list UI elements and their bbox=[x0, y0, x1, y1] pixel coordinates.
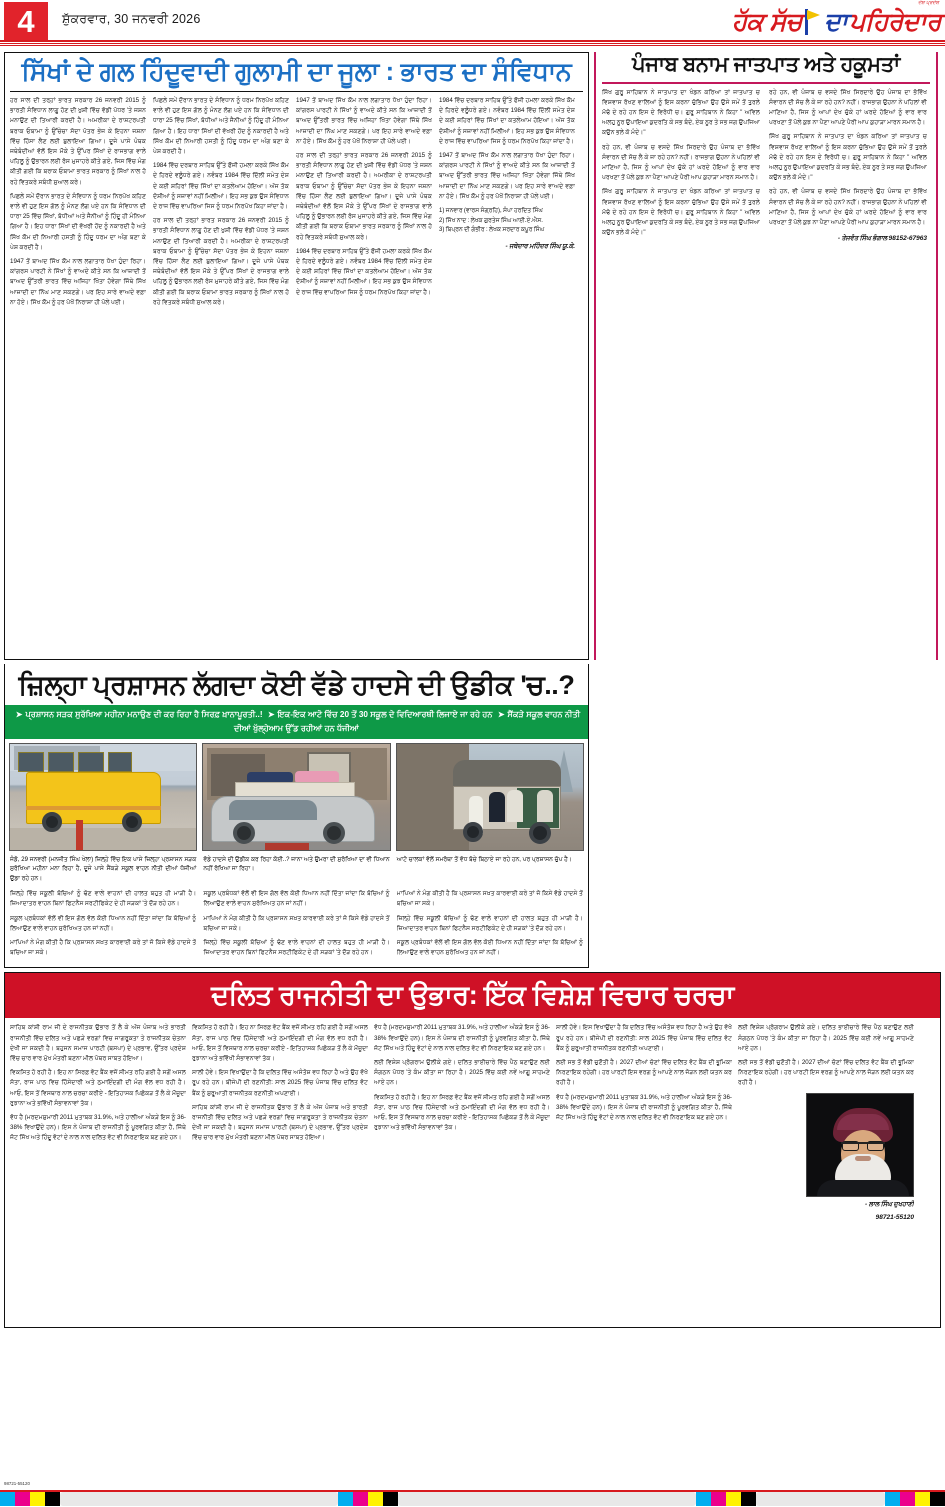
article-paragraph: 1947 ਤੋਂ ਬਾਅਦ ਸਿੱਖ ਕੌਮ ਨਾਲ ਲਗਾਤਾਰ ਧੋਖਾ ਹੁੰਦਾ ਰਿਹਾ। ਕਾਂਗਰਸ ਪਾਰਟੀ ਨੇ ਸਿੱਖਾਂ ਨੂੰ ਵਾਅਦੇ ਕੀਤੇ ਸਨ ਕਿ ਆਜ਼ਾਦੀ ਤੋਂ ਬਾਅਦ ਉੱਤਰੀ ਭਾਰਤ ਵਿੱਚ ਅਜਿਹਾ ਖਿੱਤਾ ਹੋਵੇਗਾ ਜਿੱਥੇ ਸਿੱਖ ਆਜ਼ਾਦੀ ਦਾ ਨਿੱਘ ਮਾਣ ਸਕਣਗੇ। ਪਰ ਇਹ ਸਾਰੇ ਵਾਅਦੇ ਵਫ਼ਾ ਨਾ ਹੋਏ। ਸਿੱਖ ਕੌਮ ਨੂੰ ਹਰ ਪੱਖੋਂ ਨਿਰਾਸ਼ਾ ਹੀ ਪੱਲੇ ਪਈ। bbox=[10, 258, 146, 306]
feature-paragraph: ਸਕੂਲ ਪ੍ਰਬੰਧਕਾਂ ਵੱਲੋਂ ਵੀ ਇਸ ਗੱਲ ਵੱਲ ਕੋਈ ਧਿਆਨ ਨਹੀਂ ਦਿੱਤਾ ਜਾਂਦਾ ਕਿ ਬੱਚਿਆਂ ਨੂੰ ਲਿਆਉਣ ਵਾਲੇ ਵਾਹਨ ਸੁਰੱਖਿਅਤ ਹਨ ਜਾਂ ਨਹੀਂ। bbox=[10, 914, 197, 932]
feature-paragraph: ਮਾਪਿਆਂ ਨੇ ਮੰਗ ਕੀਤੀ ਹੈ ਕਿ ਪ੍ਰਸ਼ਾਸਨ ਸਖ਼ਤ ਕਾਰਵਾਈ ਕਰੇ ਤਾਂ ਜੋ ਕਿਸੇ ਵੱਡੇ ਹਾਦਸੇ ਤੋਂ ਬਚਿਆ ਜਾ ਸਕੇ। bbox=[10, 939, 197, 957]
article-column-with-author bbox=[738, 1023, 914, 1323]
masthead-tagline: ਦੇਸ਼ ਪ੍ਰਦੇਸ਼ bbox=[918, 0, 939, 6]
feature-paragraph: ਮਾਪਿਆਂ ਨੇ ਮੰਗ ਕੀਤੀ ਹੈ ਕਿ ਪ੍ਰਸ਼ਾਸਨ ਸਖ਼ਤ ਕਾਰਵਾਈ ਕਰੇ ਤਾਂ ਜੋ ਕਿਸੇ ਵੱਡੇ ਹਾਦਸੇ ਤੋਂ ਬਚਿਆ ਜਾ ਸਕੇ। bbox=[203, 914, 390, 932]
feature-section bbox=[4, 664, 589, 968]
print-footer bbox=[0, 1481, 945, 1507]
article-main-columns bbox=[10, 96, 583, 636]
photo-caption: ਜੰਡੋ, 29 ਜਨਵਰੀ (ਮਨਜੀਤ ਸਿੰਘ ਖੇਲਾ) ਜ਼ਿਲ੍ਹੇ ਵਿੱਚ ਇਕ ਪਾਸੇ ਜ਼ਿਲ੍ਹਾ ਪ੍ਰਸ਼ਾਸਨ ਸੜਕ ਸੁਰੱਖਿਆ ਮਹੀਨਾ ਮਨਾ ਰਿਹਾ ਹੈ, ਦੂਜੇ ਪਾਸੇ ਸੈਂਕੜੇ ਸਕੂਲ ਵਾਹਨ ਨੀਤੀ ਦੀਆਂ ਧੱਜੀਆਂ ਉਡਾ ਰਹੇ ਹਨ। bbox=[10, 857, 197, 882]
school-van-photo bbox=[9, 743, 197, 851]
feature-paragraph: ਸਕੂਲ ਪ੍ਰਬੰਧਕਾਂ ਵੱਲੋਂ ਵੀ ਇਸ ਗੱਲ ਵੱਲ ਕੋਈ ਧਿਆਨ ਨਹੀਂ ਦਿੱਤਾ ਜਾਂਦਾ ਕਿ ਬੱਚਿਆਂ ਨੂੰ ਲਿਆਉਣ ਵਾਲੇ ਵਾਹਨ ਸੁਰੱਖਿਅਤ ਹਨ ਜਾਂ ਨਹੀਂ। bbox=[396, 939, 583, 957]
reference-item: 3) ਬਿਪ੍ਰਨ ਦੀ ਗੰਭੀਰ : ਲੇਖਕ ਸਰਦਾਰ ਕਪੂਰ ਸਿੰਘ bbox=[439, 227, 545, 234]
article-paragraph: ਵੱਧ ਹੈ (ਮਰਦਮਸ਼ੁਮਾਰੀ 2011 ਮੁਤਾਬਕ 31.9%, ਅਤੇ ਹਾਲੀਆ ਅੰਕੜੇ ਇਸ ਨੂੰ 36-38% ਵਿਖਾਉਂਦੇ ਹਨ)। ਇਸ ਨੇ ਪੰਜਾਬ ਦੀ ਰਾਜਨੀਤੀ ਨੂੰ ਪੂਰਵਗਿਤ ਕੀਤਾ ਹੈ, ਜਿੱਥੇ ਜੱਟ ਸਿੱਖ ਅਤੇ ਹਿੰਦੂ ਵੋਟਾਂ ਦੇ ਨਾਲ ਨਾਲ ਦਲਿਤ ਵੋਟ ਵੀ ਨਿਰਣਾਇਕ ਬਣ ਗਏ ਹਨ। bbox=[556, 1093, 732, 1122]
article-bottom bbox=[4, 972, 941, 1328]
reference-item: 2) ਸਿੱਖ ਨਾਦ : ਲੇਖਕ ਗੁਰਤੇਜ ਸਿੰਘ ਆਈ.ਏ.ਐਸ. bbox=[439, 217, 543, 224]
article-main-byline: - ਜਥੇਦਾਰ ਮਹਿੰਦਰ ਸਿੰਘ ਯੂ.ਕੇ. bbox=[505, 242, 575, 250]
article-paragraph: ਹਰ ਸਾਲ ਦੀ ਤਰ੍ਹਾਂ ਭਾਰਤ ਸਰਕਾਰ 26 ਜਨਵਰੀ 2015 ਨੂੰ ਭਾਰਤੀ ਸੰਵਿਧਾਨ ਲਾਗੂ ਹੋਣ ਦੀ ਖੁਸ਼ੀ ਵਿੱਚ ਵੱਡੀ ਪੱਧਰ 'ਤੇ ਜਸ਼ਨ ਮਨਾਉਣ ਦੀ ਤਿਆਰੀ ਕਰਦੀ ਹੈ। ਅਮਰੀਕਾ ਦੇ ਰਾਸ਼ਟਰਪਤੀ ਬਰਾਕ ਓਬਾਮਾ ਨੂੰ ਉੱਚੇਚਾ ਸੱਦਾ ਪੱਤਰ ਭੇਜ ਕੇ ਇਹਨਾ ਜਸ਼ਨਾ ਵਿੱਚ ਹਿੱਸਾ ਲੈਣ ਲਈ ਬੁਲਾਇਆ ਗਿਆ। ਦੂਜੇ ਪਾਸੇ ਪੰਥਕ ਜਥੇਬੰਦੀਆਂ ਵੱਲੋਂ ਇਸ ਮੌਕੇ ਤੇ ਉੱਪਰ ਸਿੱਖਾਂ ਦੇ ਰਾਜਭਾਗ ਵਾਲੇ ਪਹਿਲੂ ਨੂੰ ਉਭਾਰਨ ਲਈ ਰੋਸ ਮੁਜਾਹਰੇ ਕੀਤੇ ਗਏ, ਜਿਸ ਵਿੱਚ ਮੰਗ ਕੀਤੀ ਗਈ ਕਿ ਬਰਾਕ ਓਬਾਮਾ ਭਾਰਤ ਸਰਕਾਰ ਨੂੰ ਸਿੱਖਾਂ ਨਾਲ ਹੋ ਰਹੇ ਵਿਤਕਰੇ ਸਬੰਧੀ ਸੁਆਲ ਕਰੇ। bbox=[153, 217, 289, 306]
article-column bbox=[374, 1023, 550, 1323]
article-paragraph: ਲਈ ਵਿਸ਼ੇਸ਼ ਪ੍ਰੋਗਰਾਮ ਉਲੀਕੇ ਗਏ। ਦਲਿਤ ਭਾਈਚਾਰੇ ਵਿੱਚ ਪੈਠ ਬਣਾਉਣ ਲਈ ਸੰਗਠਨ ਪੱਧਰ 'ਤੇ ਕੰਮ ਕੀਤਾ ਜਾ ਰਿਹਾ ਹੈ। 2025 ਵਿੱਚ ਕਈ ਨਵੇਂ ਆਗੂ ਸਾਹਮਣੇ ਆਏ ਹਨ। bbox=[738, 1024, 914, 1052]
article-bottom-headline: ਦਲਿਤ ਰਾਜਨੀਤੀ ਦਾ ਉਭਾਰ: ਇੱਕ ਵਿਸ਼ੇਸ਼ ਵਿਚਾਰ ਚਰਚਾ bbox=[5, 973, 940, 1018]
article-main-headline: ਸਿੱਖਾਂ ਦੇ ਗਲ ਹਿੰਦੂਵਾਦੀ ਗੁਲਾਮੀ ਦਾ ਜੂਲਾ : ਭਾਰਤ ਦਾ ਸੰਵਿਧਾਨ bbox=[21, 58, 572, 86]
photo-caption: ਵੱਡੇ ਹਾਦਸੇ ਦੀ ਉਡੀਕ ਕਰ ਰਿਹਾ ਕੋਈ..? ਜਾਨਾ ਅਤੇ ਉਮਰਾ ਦੀ ਸੁਰੱਖਿਆ ਦਾ ਵੀ ਧਿਆਨ ਨਹੀਂ ਰੱਖਿਆ ਜਾ ਰਿਹਾ। bbox=[203, 857, 390, 873]
masthead-part2: ਦਾ bbox=[824, 7, 848, 36]
swatch-yellow bbox=[368, 1492, 383, 1506]
article-column bbox=[153, 96, 289, 636]
article-main bbox=[4, 52, 589, 660]
article-paragraph: ਹਰ ਸਾਲ ਦੀ ਤਰ੍ਹਾਂ ਭਾਰਤ ਸਰਕਾਰ 26 ਜਨਵਰੀ 2015 ਨੂੰ ਭਾਰਤੀ ਸੰਵਿਧਾਨ ਲਾਗੂ ਹੋਣ ਦੀ ਖੁਸ਼ੀ ਵਿੱਚ ਵੱਡੀ ਪੱਧਰ 'ਤੇ ਜਸ਼ਨ ਮਨਾਉਣ ਦੀ ਤਿਆਰੀ ਕਰਦੀ ਹੈ। ਅਮਰੀਕਾ ਦੇ ਰਾਸ਼ਟਰਪਤੀ ਬਰਾਕ ਓਬਾਮਾ ਨੂੰ ਉੱਚੇਚਾ ਸੱਦਾ ਪੱਤਰ ਭੇਜ ਕੇ ਇਹਨਾ ਜਸ਼ਨਾ ਵਿੱਚ ਹਿੱਸਾ ਲੈਣ ਲਈ ਬੁਲਾਇਆ ਗਿਆ। ਦੂਜੇ ਪਾਸੇ ਪੰਥਕ ਜਥੇਬੰਦੀਆਂ ਵੱਲੋਂ ਇਸ ਮੌਕੇ ਤੇ ਉੱਪਰ ਸਿੱਖਾਂ ਦੇ ਰਾਜਭਾਗ ਵਾਲੇ ਪਹਿਲੂ ਨੂੰ ਉਭਾਰਨ ਲਈ ਰੋਸ ਮੁਜਾਹਰੇ ਕੀਤੇ ਗਏ, ਜਿਸ ਵਿੱਚ ਮੰਗ ਕੀਤੀ ਗਈ ਕਿ ਬਰਾਕ ਓਬਾਮਾ ਭਾਰਤ ਸਰਕਾਰ ਨੂੰ ਸਿੱਖਾਂ ਨਾਲ ਹੋ ਰਹੇ ਵਿਤਕਰੇ ਸਬੰਧੀ ਸੁਆਲ ਕਰੇ। bbox=[10, 97, 146, 186]
swatch-magenta bbox=[900, 1492, 915, 1506]
article-column bbox=[10, 1023, 186, 1323]
article-paragraph: ਰਹੇ ਹਨ, ਵੀ ਪੰਜਾਬ ਚ ਵਸਦੇ ਸਿੱਖ ਸਿਰਦਾਰੇ ਉਹ ਪੰਜਾਬ ਦਾ ਭੱਵਿੱਖ ਸੰਵਾਰਨ ਦੀ ਸੋਚ ਲੈ ਕੇ ਜਾ ਰਹੇ ਹਨ? ਨਹੀਂ। ਰਾਜਭਾਗ ਉਹਨਾ ਨੇ ਪਹਿਲਾਂ ਵੀ ਮਾਣਿਆ ਹੈ, ਜਿਸ ਨੂੰ ਆਪਾਂ ਦੇਖ ਚੁੱਕੇ ਹਾਂ ਘਰਦੇ ਹੋਇਆਂ ਨੂੰ ਵਾਰ ਵਾਰ ਪਰਖਣਾ ਤੋਂ ਪੱਲੇ ਕੁਝ ਨਾ ਪੈਣਾ ਆਪਣੇ ਪੈਰੀ ਆਪ ਕੁਹਾੜਾ ਮਾਰਨ ਸਮਾਨ ਹੈ। bbox=[769, 188, 927, 226]
swatch-magenta bbox=[711, 1492, 726, 1506]
article-column bbox=[439, 96, 575, 636]
masthead-logo bbox=[732, 1, 941, 43]
article-paragraph: ਵਿਕਸਿਤ ਹੋ ਰਹੀ ਹੈ। ਇਹ ਨਾ ਸਿਰਫ਼ ਵੋਟ ਬੈਂਕ ਵਜੋਂ ਸੀਮਤ ਰਹਿ ਗਈ ਹੈ ਸਗੋਂ ਅਸਲ ਸੱਤਾ, ਰਾਜ ਪਾਠ ਵਿਚ ਹਿੱਸੇਦਾਰੀ ਅਤੇ ਨੁਮਾਇੰਦਗੀ ਦੀ ਮੰਗ ਵੱਲ ਵਧ ਰਹੀ ਹੈ। ਆਓ, ਇਸ ਤੋਂ ਵਿਸਥਾਰ ਨਾਲ ਚਰਚਾ ਕਰੀਏ - ਇਤਿਹਾਸਕ ਪਿਛੋਕੜ ਤੋਂ ਲੈ ਕੇ ਮੌਜੂਦਾ ਰੁਝਾਨਾ ਅਤੇ ਭਵਿੱਖੀ ਸੰਭਾਵਨਾਵਾਂ ਤੱਕ। bbox=[192, 1024, 368, 1063]
article-column bbox=[556, 1023, 732, 1323]
reference-item: 1) ਜਨਵਾਰ (ਵਾਰਸ ਸੰਗ੍ਰਹਿ), ਸੰਪਾ ਹਰਦਿਤ ਸਿੰਘ bbox=[439, 208, 543, 215]
swatch-cyan bbox=[0, 1492, 15, 1506]
article-paragraph: ਰਹੇ ਹਨ, ਵੀ ਪੰਜਾਬ ਚ ਵਸਦੇ ਸਿੱਖ ਸਿਰਦਾਰੇ ਉਹ ਪੰਜਾਬ ਦਾ ਭੱਵਿੱਖ ਸੰਵਾਰਨ ਦੀ ਸੋਚ ਲੈ ਕੇ ਜਾ ਰਹੇ ਹਨ? ਨਹੀਂ। ਰਾਜਭਾਗ ਉਹਨਾ ਨੇ ਪਹਿਲਾਂ ਵੀ ਮਾਣਿਆ ਹੈ, ਜਿਸ ਨੂੰ ਆਪਾਂ ਦੇਖ ਚੁੱਕੇ ਹਾਂ ਘਰਦੇ ਹੋਇਆਂ ਨੂੰ ਵਾਰ ਵਾਰ ਪਰਖਣਾ ਤੋਂ ਪੱਲੇ ਕੁਝ ਨਾ ਪੈਣਾ ਆਪਣੇ ਪੈਰੀ ਆਪ ਕੁਹਾੜਾ ਮਾਰਨ ਸਮਾਨ ਹੈ। bbox=[602, 143, 760, 182]
article-paragraph: ਹਰ ਸਾਲ ਦੀ ਤਰ੍ਹਾਂ ਭਾਰਤ ਸਰਕਾਰ 26 ਜਨਵਰੀ 2015 ਨੂੰ ਭਾਰਤੀ ਸੰਵਿਧਾਨ ਲਾਗੂ ਹੋਣ ਦੀ ਖੁਸ਼ੀ ਵਿੱਚ ਵੱਡੀ ਪੱਧਰ 'ਤੇ ਜਸ਼ਨ ਮਨਾਉਣ ਦੀ ਤਿਆਰੀ ਕਰਦੀ ਹੈ। ਅਮਰੀਕਾ ਦੇ ਰਾਸ਼ਟਰਪਤੀ ਬਰਾਕ ਓਬਾਮਾ ਨੂੰ ਉੱਚੇਚਾ ਸੱਦਾ ਪੱਤਰ ਭੇਜ ਕੇ ਇਹਨਾ ਜਸ਼ਨਾ ਵਿੱਚ ਹਿੱਸਾ ਲੈਣ ਲਈ ਬੁਲਾਇਆ ਗਿਆ। ਦੂਜੇ ਪਾਸੇ ਪੰਥਕ ਜਥੇਬੰਦੀਆਂ ਵੱਲੋਂ ਇਸ ਮੌਕੇ ਤੇ ਉੱਪਰ ਸਿੱਖਾਂ ਦੇ ਰਾਜਭਾਗ ਵਾਲੇ ਪਹਿਲੂ ਨੂੰ ਉਭਾਰਨ ਲਈ ਰੋਸ ਮੁਜਾਹਰੇ ਕੀਤੇ ਗਏ, ਜਿਸ ਵਿੱਚ ਮੰਗ ਕੀਤੀ ਗਈ ਕਿ ਬਰਾਕ ਓਬਾਮਾ ਭਾਰਤ ਸਰਕਾਰ ਨੂੰ ਸਿੱਖਾਂ ਨਾਲ ਹੋ ਰਹੇ ਵਿਤਕਰੇ ਸਬੰਧੀ ਸੁਆਲ ਕਰੇ। bbox=[296, 152, 432, 241]
article-paragraph: ਸਾਹਿਬ ਕਾਂਸ਼ੀ ਰਾਮ ਜੀ ਦੇ ਰਾਜਨੀਤਕ ਉਭਾਰ ਤੋਂ ਲੈ ਕੇ ਅੱਜ ਪੰਜਾਬ ਅਤੇ ਭਾਰਤੀ ਰਾਜਨੀਤੀ ਵਿੱਚ ਦਲਿਤ ਅਤੇ ਪਛੜੇ ਵਰਗਾਂ ਵਿਚ ਜਾਗਰੂਕਤਾ ਤੇ ਰਾਜਨੀਤਕ ਚੇਤਨਾ ਦੇਖੀ ਜਾ ਸਕਦੀ ਹੈ। ਬਹੁਜਨ ਸਮਾਜ ਪਾਰਟੀ (ਬਸਪਾ) ਦੇ ਪ੍ਰਭਾਵ, ਉੱਤਰ ਪ੍ਰਦੇਸ਼ ਵਿੱਚ ਚਾਰ ਵਾਰ ਮੁੱਖ ਮੰਤਰੀ ਬਣਨਾ ਮੀਲ ਪੱਥਰ ਸਾਬਤ ਹੋਇਆ। bbox=[10, 1024, 186, 1063]
feature-paragraph: ਜ਼ਿਲ੍ਹੇ ਵਿੱਚ ਸਕੂਲੀ ਬੱਚਿਆਂ ਨੂੰ ਢੋਣ ਵਾਲੇ ਵਾਹਨਾਂ ਦੀ ਹਾਲਤ ਬਹੁਤ ਹੀ ਮਾੜੀ ਹੈ। ਜ਼ਿਆਦਾਤਰ ਵਾਹਨ ਬਿਨਾਂ ਫਿਟਨੈਸ ਸਰਟੀਫਿਕੇਟ ਦੇ ਹੀ ਸੜਕਾਂ 'ਤੇ ਦੌੜ ਰਹੇ ਹਨ। bbox=[203, 939, 390, 957]
article-paragraph: ਵਿਕਸਿਤ ਹੋ ਰਹੀ ਹੈ। ਇਹ ਨਾ ਸਿਰਫ਼ ਵੋਟ ਬੈਂਕ ਵਜੋਂ ਸੀਮਤ ਰਹਿ ਗਈ ਹੈ ਸਗੋਂ ਅਸਲ ਸੱਤਾ, ਰਾਜ ਪਾਠ ਵਿਚ ਹਿੱਸੇਦਾਰੀ ਅਤੇ ਨੁਮਾਇੰਦਗੀ ਦੀ ਮੰਗ ਵੱਲ ਵਧ ਰਹੀ ਹੈ। ਆਓ, ਇਸ ਤੋਂ ਵਿਸਥਾਰ ਨਾਲ ਚਰਚਾ ਕਰੀਏ - ਇਤਿਹਾਸਕ ਪਿਛੋਕੜ ਤੋਂ ਲੈ ਕੇ ਮੌਜੂਦਾ ਰੁਝਾਨਾ ਅਤੇ ਭਵਿੱਖੀ ਸੰਭਾਵਨਾਵਾਂ ਤੱਕ। bbox=[374, 1093, 550, 1132]
publication-date: ਸ਼ੁੱਕਰਵਾਰ, 30 ਜਨਵਰੀ 2026 bbox=[62, 12, 201, 26]
auto-rickshaw-photo bbox=[396, 743, 584, 851]
top-section bbox=[0, 52, 945, 660]
article-right-byline: - ਤੇਜਵੰਤ ਸਿੰਘ ਭੰਗਾਲ 98152-67963 bbox=[837, 235, 927, 243]
feature-body-columns bbox=[5, 887, 588, 967]
article-bottom-columns bbox=[5, 1018, 940, 1327]
author-name: - ਲਾਲ ਸਿੰਘ ਦੁਖਹਾਣੀ bbox=[864, 1200, 914, 1208]
page-header bbox=[0, 0, 945, 46]
article-paragraph: ਵਿਕਸਿਤ ਹੋ ਰਹੀ ਹੈ। ਇਹ ਨਾ ਸਿਰਫ਼ ਵੋਟ ਬੈਂਕ ਵਜੋਂ ਸੀਮਤ ਰਹਿ ਗਈ ਹੈ ਸਗੋਂ ਅਸਲ ਸੱਤਾ, ਰਾਜ ਪਾਠ ਵਿਚ ਹਿੱਸੇਦਾਰੀ ਅਤੇ ਨੁਮਾਇੰਦਗੀ ਦੀ ਮੰਗ ਵੱਲ ਵਧ ਰਹੀ ਹੈ। ਆਓ, ਇਸ ਤੋਂ ਵਿਸਥਾਰ ਨਾਲ ਚਰਚਾ ਕਰੀਏ - ਇਤਿਹਾਸਕ ਪਿਛੋਕੜ ਤੋਂ ਲੈ ਕੇ ਮੌਜੂਦਾ ਰੁਝਾਨਾ ਅਤੇ ਭਵਿੱਖੀ ਸੰਭਾਵਨਾਵਾਂ ਤੱਕ। bbox=[10, 1069, 186, 1107]
swatch-magenta bbox=[15, 1492, 30, 1506]
article-paragraph: 1947 ਤੋਂ ਬਾਅਦ ਸਿੱਖ ਕੌਮ ਨਾਲ ਲਗਾਤਾਰ ਧੋਖਾ ਹੁੰਦਾ ਰਿਹਾ। ਕਾਂਗਰਸ ਪਾਰਟੀ ਨੇ ਸਿੱਖਾਂ ਨੂੰ ਵਾਅਦੇ ਕੀਤੇ ਸਨ ਕਿ ਆਜ਼ਾਦੀ ਤੋਂ ਬਾਅਦ ਉੱਤਰੀ ਭਾਰਤ ਵਿੱਚ ਅਜਿਹਾ ਖਿੱਤਾ ਹੋਵੇਗਾ ਜਿੱਥੇ ਸਿੱਖ ਆਜ਼ਾਦੀ ਦਾ ਨਿੱਘ ਮਾਣ ਸਕਣਗੇ। ਪਰ ਇਹ ਸਾਰੇ ਵਾਅਦੇ ਵਫ਼ਾ ਨਾ ਹੋਏ। ਸਿੱਖ ਕੌਮ ਨੂੰ ਹਰ ਪੱਖੋਂ ਨਿਰਾਸ਼ਾ ਹੀ ਪੱਲੇ ਪਈ। bbox=[439, 152, 575, 200]
swatch-black bbox=[45, 1492, 60, 1506]
article-right-columns bbox=[602, 88, 930, 643]
swatch-spacer bbox=[756, 1492, 885, 1506]
swatch-yellow bbox=[915, 1492, 930, 1506]
swatch-spacer bbox=[60, 1492, 339, 1506]
swatch-black bbox=[741, 1492, 756, 1506]
article-column bbox=[10, 96, 146, 636]
photo-caption: ਆਟੋ ਚਾਲਕਾਂ ਵੱਲੋਂ ਸਮਰੱਥਾ ਤੋਂ ਵੱਧ ਬੱਚੇ ਬਿਠਾਏ ਜਾ ਰਹੇ ਹਨ, ਪਰ ਪ੍ਰਸ਼ਾਸਨ ਚੁੱਪ ਹੈ। bbox=[396, 857, 572, 863]
article-right bbox=[594, 52, 938, 660]
article-right-headline: ਪੰਜਾਬ ਬਨਾਮ ਜਾਤਪਾਤ ਅਤੇ ਹਕੂਮਤਾਂ bbox=[632, 53, 900, 76]
bullet-icon: ➤ bbox=[497, 710, 505, 719]
swatch-cyan bbox=[338, 1492, 353, 1506]
article-paragraph: ਲਈ ਸਭ ਤੋਂ ਵੱਡੀ ਚੁਣੌਤੀ ਹੈ। 2027 ਦੀਆਂ ਚੋਣਾਂ ਵਿੱਚ ਦਲਿਤ ਵੋਟ ਬੈਂਕ ਦੀ ਭੂਮਿਕਾ ਨਿਰਣਾਇਕ ਰਹੇਗੀ। ਹਰ ਪਾਰਟੀ ਇਸ ਵਰਗ ਨੂੰ ਆਪਣੇ ਨਾਲ ਜੋੜਨ ਲਈ ਯਤਨ ਕਰ ਰਹੀ ਹੈ। bbox=[556, 1059, 732, 1087]
feature-column bbox=[397, 889, 583, 962]
article-paragraph: ਰਹੇ ਹਨ, ਵੀ ਪੰਜਾਬ ਚ ਵਸਦੇ ਸਿੱਖ ਸਿਰਦਾਰੇ ਉਹ ਪੰਜਾਬ ਦਾ ਭੱਵਿੱਖ ਸੰਵਾਰਨ ਦੀ ਸੋਚ ਲੈ ਕੇ ਜਾ ਰਹੇ ਹਨ? ਨਹੀਂ। ਰਾਜਭਾਗ ਉਹਨਾ ਨੇ ਪਹਿਲਾਂ ਵੀ ਮਾਣਿਆ ਹੈ, ਜਿਸ ਨੂੰ ਆਪਾਂ ਦੇਖ ਚੁੱਕੇ ਹਾਂ ਘਰਦੇ ਹੋਇਆਂ ਨੂੰ ਵਾਰ ਵਾਰ ਪਰਖਣਾ ਤੋਂ ਪੱਲੇ ਕੁਝ ਨਾ ਪੈਣਾ ਆਪਣੇ ਪੈਰੀ ਆਪ ਕੁਹਾੜਾ ਮਾਰਨ ਸਮਾਨ ਹੈ। bbox=[769, 88, 927, 127]
flag-icon bbox=[804, 9, 822, 35]
feature-paragraph: ਮਾਪਿਆਂ ਨੇ ਮੰਗ ਕੀਤੀ ਹੈ ਕਿ ਪ੍ਰਸ਼ਾਸਨ ਸਖ਼ਤ ਕਾਰਵਾਈ ਕਰੇ ਤਾਂ ਜੋ ਕਿਸੇ ਵੱਡੇ ਹਾਦਸੇ ਤੋਂ ਬਚਿਆ ਜਾ ਸਕੇ। bbox=[396, 890, 583, 908]
footer-strip-text: 98721-55120 bbox=[4, 1481, 30, 1486]
color-registration-bar bbox=[0, 1492, 945, 1506]
swatch-magenta bbox=[353, 1492, 368, 1506]
masthead-part3: ਪਹਿਰੇਦਾਰ bbox=[849, 7, 941, 36]
article-paragraph: 1984 ਵਿੱਚ ਦਰਬਾਰ ਸਾਹਿਬ ਉੱਤੇ ਫੌਜੀ ਹਮਲਾ ਕਰਕੇ ਸਿੱਖ ਕੌਮ ਦੇ ਹਿਰਦੇ ਵਲੂੰਧਰੇ ਗਏ। ਨਵੰਬਰ 1984 ਵਿੱਚ ਦਿੱਲੀ ਸਮੇਤ ਦੇਸ਼ ਦੇ ਕਈ ਸ਼ਹਿਰਾਂ ਵਿੱਚ ਸਿੱਖਾਂ ਦਾ ਕਤਲੇਆਮ ਹੋਇਆ। ਅੱਜ ਤੱਕ ਦੋਸ਼ੀਆਂ ਨੂੰ ਸਜ਼ਾਵਾਂ ਨਹੀਂ ਮਿਲੀਆਂ। ਇਹ ਸਭ ਕੁਝ ਉਸ ਸੰਵਿਧਾਨ ਦੇ ਰਾਜ ਵਿੱਚ ਵਾਪਰਿਆ ਜਿਸ ਨੂੰ ਧਰਮ ਨਿਰਪੱਖ ਕਿਹਾ ਜਾਂਦਾ ਹੈ। bbox=[153, 162, 289, 211]
feature-paragraph: ਜ਼ਿਲ੍ਹੇ ਵਿੱਚ ਸਕੂਲੀ ਬੱਚਿਆਂ ਨੂੰ ਢੋਣ ਵਾਲੇ ਵਾਹਨਾਂ ਦੀ ਹਾਲਤ ਬਹੁਤ ਹੀ ਮਾੜੀ ਹੈ। ਜ਼ਿਆਦਾਤਰ ਵਾਹਨ ਬਿਨਾਂ ਫਿਟਨੈਸ ਸਰਟੀਫਿਕੇਟ ਦੇ ਹੀ ਸੜਕਾਂ 'ਤੇ ਦੌੜ ਰਹੇ ਹਨ। bbox=[396, 914, 583, 932]
article-paragraph: 1947 ਤੋਂ ਬਾਅਦ ਸਿੱਖ ਕੌਮ ਨਾਲ ਲਗਾਤਾਰ ਧੋਖਾ ਹੁੰਦਾ ਰਿਹਾ। ਕਾਂਗਰਸ ਪਾਰਟੀ ਨੇ ਸਿੱਖਾਂ ਨੂੰ ਵਾਅਦੇ ਕੀਤੇ ਸਨ ਕਿ ਆਜ਼ਾਦੀ ਤੋਂ ਬਾਅਦ ਉੱਤਰੀ ਭਾਰਤ ਵਿੱਚ ਅਜਿਹਾ ਖਿੱਤਾ ਹੋਵੇਗਾ ਜਿੱਥੇ ਸਿੱਖ ਆਜ਼ਾਦੀ ਦਾ ਨਿੱਘ ਮਾਣ ਸਕਣਗੇ। ਪਰ ਇਹ ਸਾਰੇ ਵਾਅਦੇ ਵਫ਼ਾ ਨਾ ਹੋਏ। ਸਿੱਖ ਕੌਮ ਨੂੰ ਹਰ ਪੱਖੋਂ ਨਿਰਾਸ਼ਾ ਹੀ ਪੱਲੇ ਪਈ। bbox=[296, 97, 432, 145]
banner-point: ਇਕ-ਇਕ ਆਟੋ ਵਿੱਚ 20 ਤੋਂ 30 ਸਕੂਲ ਦੇ ਵਿਦਿਆਰਥੀ ਲਿਜਾਏ ਜਾ ਰਹੇ ਹਨ bbox=[277, 710, 493, 719]
feature-headline: ਜ਼ਿਲ੍ਹਾ ਪ੍ਰਸ਼ਾਸਨ ਲੱਗਦਾ ਕੋਈ ਵੱਡੇ ਹਾਦਸੇ ਦੀ ਉਡੀਕ 'ਚ..? bbox=[18, 670, 575, 700]
article-paragraph: ਪਿਛਲੇ ਸਮੇਂ ਦੌਰਾਨ ਭਾਰਤ ਦੇ ਸੰਵਿਧਾਨ ਨੂੰ ਧਰਮ ਨਿਰਪੱਖ ਕਹਿਣ ਵਾਲੇ ਵੀ ਹੁਣ ਇਸ ਗੱਲ ਨੂੰ ਮੰਨਣ ਲੱਗ ਪਏ ਹਨ ਕਿ ਸੰਵਿਧਾਨ ਦੀ ਧਾਰਾ 25 ਵਿੱਚ ਸਿੱਖਾਂ, ਬੋਧੀਆਂ ਅਤੇ ਜੈਨੀਆਂ ਨੂੰ ਹਿੰਦੂ ਹੀ ਮੰਨਿਆ ਗਿਆ ਹੈ। ਇਹ ਧਾਰਾ ਸਿੱਖਾਂ ਦੀ ਵੱਖਰੀ ਹੋਂਦ ਨੂੰ ਨਕਾਰਦੀ ਹੈ ਅਤੇ ਸਿੱਖ ਕੌਮ ਦੀ ਨਿਆਰੀ ਹਸਤੀ ਨੂੰ ਹਿੰਦੂ ਧਰਮ ਦਾ ਅੰਗ ਬਣਾ ਕੇ ਪੇਸ਼ ਕਰਦੀ ਹੈ। bbox=[153, 97, 289, 156]
author-phone: 98721-55120 bbox=[875, 1213, 914, 1221]
article-references bbox=[439, 207, 575, 236]
swatch-cyan bbox=[696, 1492, 711, 1506]
article-paragraph: ਸਿੱਖ ਗੁਰੂ ਸਾਹਿਬਾਨ ਨੇ ਜਾਤਪਾਤ ਦਾ ਖੰਡਨ ਕਰਿਆ ਤਾਂ ਜਾਤਪਾਤ ਚ ਵਿਸ਼ਵਾਸ ਰੱਖਣ ਵਾਲਿਆਂ ਨੂੰ ਇਸ ਕਰਨਾ ਚੁੱਭਿਆ ਉਹ ਉਸੇ ਸਮੇਂ ਤੋਂ ਤੁਰਲੇ ਮੱਢੋ ਦੇ ਰਹੇ ਹਨ ਇਸ ਦੇ ਵਿਰੋਧੀ ਚ। ਗੁਰੂ ਸਾਹਿਬਾਨ ਨੇ ਕਿਹਾ " ਅਵਿਲ ਅਲਹੁ ਨੂਰ ਉਪਾਇਆ ਕੁਦਰਤਿ ਕੇ ਸਭ ਬੰਦੇ, ਏਕ ਨੂਰ ਤੇ ਸਭ ਜਗ ਉਪਜਿਆ ਕਉਨ ਭਲੇ ਕੋ ਮੰਦੇ।" bbox=[602, 188, 760, 237]
article-paragraph: 1984 ਵਿੱਚ ਦਰਬਾਰ ਸਾਹਿਬ ਉੱਤੇ ਫੌਜੀ ਹਮਲਾ ਕਰਕੇ ਸਿੱਖ ਕੌਮ ਦੇ ਹਿਰਦੇ ਵਲੂੰਧਰੇ ਗਏ। ਨਵੰਬਰ 1984 ਵਿੱਚ ਦਿੱਲੀ ਸਮੇਤ ਦੇਸ਼ ਦੇ ਕਈ ਸ਼ਹਿਰਾਂ ਵਿੱਚ ਸਿੱਖਾਂ ਦਾ ਕਤਲੇਆਮ ਹੋਇਆ। ਅੱਜ ਤੱਕ ਦੋਸ਼ੀਆਂ ਨੂੰ ਸਜ਼ਾਵਾਂ ਨਹੀਂ ਮਿਲੀਆਂ। ਇਹ ਸਭ ਕੁਝ ਉਸ ਸੰਵਿਧਾਨ ਦੇ ਰਾਜ ਵਿੱਚ ਵਾਪਰਿਆ ਜਿਸ ਨੂੰ ਧਰਮ ਨਿਰਪੱਖ ਕਿਹਾ ਜਾਂਦਾ ਹੈ। bbox=[439, 97, 575, 145]
article-paragraph: ਸਾਹਿਬ ਕਾਂਸ਼ੀ ਰਾਮ ਜੀ ਦੇ ਰਾਜਨੀਤਕ ਉਭਾਰ ਤੋਂ ਲੈ ਕੇ ਅੱਜ ਪੰਜਾਬ ਅਤੇ ਭਾਰਤੀ ਰਾਜਨੀਤੀ ਵਿੱਚ ਦਲਿਤ ਅਤੇ ਪਛੜੇ ਵਰਗਾਂ ਵਿਚ ਜਾਗਰੂਕਤਾ ਤੇ ਰਾਜਨੀਤਕ ਚੇਤਨਾ ਦੇਖੀ ਜਾ ਸਕਦੀ ਹੈ। ਬਹੁਜਨ ਸਮਾਜ ਪਾਰਟੀ (ਬਸਪਾ) ਦੇ ਪ੍ਰਭਾਵ, ਉੱਤਰ ਪ੍ਰਦੇਸ਼ ਵਿੱਚ ਚਾਰ ਵਾਰ ਮੁੱਖ ਮੰਤਰੀ ਬਣਨਾ ਮੀਲ ਪੱਥਰ ਸਾਬਤ ਹੋਇਆ। bbox=[192, 1103, 368, 1142]
page-number-badge: 4 bbox=[4, 2, 48, 42]
swatch-spacer bbox=[398, 1492, 696, 1506]
feature-column bbox=[203, 889, 389, 962]
bullet-icon: ➤ bbox=[267, 710, 275, 719]
swatch-yellow bbox=[726, 1492, 741, 1506]
article-paragraph: ਸਾਲੀ ਹੋਵੇ। ਇਸ ਵਿਖਾਉਂਦਾ ਹੈ ਕਿ ਦਲਿਤ ਵਿੱਚ ਅਸੰਤੋਸ਼ ਵਧ ਰਿਹਾ ਹੈ ਅਤੇ ਉਹ ਵੱਖੋ ਰੂਪ ਰਹੇ ਹਨ। ਬੀਜੇਪੀ ਦੀ ਰਣਨੀਤੀ: ਸਾਲ 2025 ਵਿੱਚ ਪੰਜਾਬ ਵਿੱਚ ਦਲਿਤ ਵੋਟ ਬੈਂਕ ਨੂੰ ਸ਼ੁਰੂਆਤੀ ਰਾਜਨੀਤਕ ਰਣਨੀਤੀ ਅਪਣਾਈ। bbox=[556, 1024, 732, 1052]
article-column bbox=[192, 1023, 368, 1323]
banner-point: ਸੈਂਕੜੇ ਸਕੂਲ ਵਾਹਨ ਨੀਤੀ ਦੀਆਂ ਖੁੱਲ੍ਹੇਆਮ ਉੱਡ ਰਹੀਆਂ ਹਨ ਧੱਜੀਆਂ bbox=[234, 710, 581, 733]
swatch-cyan bbox=[885, 1492, 900, 1506]
author-portrait bbox=[806, 1093, 914, 1197]
swatch-black bbox=[930, 1492, 945, 1506]
feature-photo-row bbox=[5, 739, 588, 854]
banner-point: ਪ੍ਰਸ਼ਾਸਨ ਸੜਕ ਸੁਰੱਖਿਆ ਮਹੀਨਾ ਮਨਾਉਣ ਦੀ ਕਰ ਰਿਹਾ ਹੈ ਸਿਰਫ਼ ਖ਼ਾਨਾਪੂਰਤੀ..! bbox=[25, 710, 263, 719]
article-paragraph: 1984 ਵਿੱਚ ਦਰਬਾਰ ਸਾਹਿਬ ਉੱਤੇ ਫੌਜੀ ਹਮਲਾ ਕਰਕੇ ਸਿੱਖ ਕੌਮ ਦੇ ਹਿਰਦੇ ਵਲੂੰਧਰੇ ਗਏ। ਨਵੰਬਰ 1984 ਵਿੱਚ ਦਿੱਲੀ ਸਮੇਤ ਦੇਸ਼ ਦੇ ਕਈ ਸ਼ਹਿਰਾਂ ਵਿੱਚ ਸਿੱਖਾਂ ਦਾ ਕਤਲੇਆਮ ਹੋਇਆ। ਅੱਜ ਤੱਕ ਦੋਸ਼ੀਆਂ ਨੂੰ ਸਜ਼ਾਵਾਂ ਨਹੀਂ ਮਿਲੀਆਂ। ਇਹ ਸਭ ਕੁਝ ਉਸ ਸੰਵਿਧਾਨ ਦੇ ਰਾਜ ਵਿੱਚ ਵਾਪਰਿਆ ਜਿਸ ਨੂੰ ਧਰਮ ਨਿਰਪੱਖ ਕਿਹਾ ਜਾਂਦਾ ਹੈ। bbox=[296, 247, 432, 296]
feature-paragraph: ਸਕੂਲ ਪ੍ਰਬੰਧਕਾਂ ਵੱਲੋਂ ਵੀ ਇਸ ਗੱਲ ਵੱਲ ਕੋਈ ਧਿਆਨ ਨਹੀਂ ਦਿੱਤਾ ਜਾਂਦਾ ਕਿ ਬੱਚਿਆਂ ਨੂੰ ਲਿਆਉਣ ਵਾਲੇ ਵਾਹਨ ਸੁਰੱਖਿਅਤ ਹਨ ਜਾਂ ਨਹੀਂ। bbox=[203, 890, 390, 908]
article-paragraph: ਵੱਧ ਹੈ (ਮਰਦਮਸ਼ੁਮਾਰੀ 2011 ਮੁਤਾਬਕ 31.9%, ਅਤੇ ਹਾਲੀਆ ਅੰਕੜੇ ਇਸ ਨੂੰ 36-38% ਵਿਖਾਉਂਦੇ ਹਨ)। ਇਸ ਨੇ ਪੰਜਾਬ ਦੀ ਰਾਜਨੀਤੀ ਨੂੰ ਪੂਰਵਗਿਤ ਕੀਤਾ ਹੈ, ਜਿੱਥੇ ਜੱਟ ਸਿੱਖ ਅਤੇ ਹਿੰਦੂ ਵੋਟਾਂ ਦੇ ਨਾਲ ਨਾਲ ਦਲਿਤ ਵੋਟ ਵੀ ਨਿਰਣਾਇਕ ਬਣ ਗਏ ਹਨ। bbox=[10, 1114, 186, 1142]
swatch-yellow bbox=[30, 1492, 45, 1506]
car-with-luggage-photo bbox=[202, 743, 390, 851]
article-paragraph: ਲਈ ਸਭ ਤੋਂ ਵੱਡੀ ਚੁਣੌਤੀ ਹੈ। 2027 ਦੀਆਂ ਚੋਣਾਂ ਵਿੱਚ ਦਲਿਤ ਵੋਟ ਬੈਂਕ ਦੀ ਭੂਮਿਕਾ ਨਿਰਣਾਇਕ ਰਹੇਗੀ। ਹਰ ਪਾਰਟੀ ਇਸ ਵਰਗ ਨੂੰ ਆਪਣੇ ਨਾਲ ਜੋੜਨ ਲਈ ਯਤਨ ਕਰ ਰਹੀ ਹੈ। bbox=[738, 1059, 914, 1087]
article-column bbox=[296, 96, 432, 636]
article-paragraph: ਸਿੱਖ ਗੁਰੂ ਸਾਹਿਬਾਨ ਨੇ ਜਾਤਪਾਤ ਦਾ ਖੰਡਨ ਕਰਿਆ ਤਾਂ ਜਾਤਪਾਤ ਚ ਵਿਸ਼ਵਾਸ ਰੱਖਣ ਵਾਲਿਆਂ ਨੂੰ ਇਸ ਕਰਨਾ ਚੁੱਭਿਆ ਉਹ ਉਸੇ ਸਮੇਂ ਤੋਂ ਤੁਰਲੇ ਮੱਢੋ ਦੇ ਰਹੇ ਹਨ ਇਸ ਦੇ ਵਿਰੋਧੀ ਚ। ਗੁਰੂ ਸਾਹਿਬਾਨ ਨੇ ਕਿਹਾ " ਅਵਿਲ ਅਲਹੁ ਨੂਰ ਉਪਾਇਆ ਕੁਦਰਤਿ ਕੇ ਸਭ ਬੰਦੇ, ਏਕ ਨੂਰ ਤੇ ਸਭ ਜਗ ਉਪਜਿਆ ਕਉਨ ਭਲੇ ਕੋ ਮੰਦੇ।" bbox=[769, 133, 927, 182]
article-paragraph: ਪਿਛਲੇ ਸਮੇਂ ਦੌਰਾਨ ਭਾਰਤ ਦੇ ਸੰਵਿਧਾਨ ਨੂੰ ਧਰਮ ਨਿਰਪੱਖ ਕਹਿਣ ਵਾਲੇ ਵੀ ਹੁਣ ਇਸ ਗੱਲ ਨੂੰ ਮੰਨਣ ਲੱਗ ਪਏ ਹਨ ਕਿ ਸੰਵਿਧਾਨ ਦੀ ਧਾਰਾ 25 ਵਿੱਚ ਸਿੱਖਾਂ, ਬੋਧੀਆਂ ਅਤੇ ਜੈਨੀਆਂ ਨੂੰ ਹਿੰਦੂ ਹੀ ਮੰਨਿਆ ਗਿਆ ਹੈ। ਇਹ ਧਾਰਾ ਸਿੱਖਾਂ ਦੀ ਵੱਖਰੀ ਹੋਂਦ ਨੂੰ ਨਕਾਰਦੀ ਹੈ ਅਤੇ ਸਿੱਖ ਕੌਮ ਦੀ ਨਿਆਰੀ ਹਸਤੀ ਨੂੰ ਹਿੰਦੂ ਧਰਮ ਦਾ ਅੰਗ ਬਣਾ ਕੇ ਪੇਸ਼ ਕਰਦੀ ਹੈ। bbox=[10, 192, 146, 251]
masthead-part1: ਹੱਕ ਸੱਚ bbox=[731, 7, 803, 36]
article-paragraph: ਵੱਧ ਹੈ (ਮਰਦਮਸ਼ੁਮਾਰੀ 2011 ਮੁਤਾਬਕ 31.9%, ਅਤੇ ਹਾਲੀਆ ਅੰਕੜੇ ਇਸ ਨੂੰ 36-38% ਵਿਖਾਉਂਦੇ ਹਨ)। ਇਸ ਨੇ ਪੰਜਾਬ ਦੀ ਰਾਜਨੀਤੀ ਨੂੰ ਪੂਰਵਗਿਤ ਕੀਤਾ ਹੈ, ਜਿੱਥੇ ਜੱਟ ਸਿੱਖ ਅਤੇ ਹਿੰਦੂ ਵੋਟਾਂ ਦੇ ਨਾਲ ਨਾਲ ਦਲਿਤ ਵੋਟ ਵੀ ਨਿਰਣਾਇਕ ਬਣ ਗਏ ਹਨ। bbox=[374, 1024, 550, 1052]
article-paragraph: ਸਾਲੀ ਹੋਵੇ। ਇਸ ਵਿਖਾਉਂਦਾ ਹੈ ਕਿ ਦਲਿਤ ਵਿੱਚ ਅਸੰਤੋਸ਼ ਵਧ ਰਿਹਾ ਹੈ ਅਤੇ ਉਹ ਵੱਖੋ ਰੂਪ ਰਹੇ ਹਨ। ਬੀਜੇਪੀ ਦੀ ਰਣਨੀਤੀ: ਸਾਲ 2025 ਵਿੱਚ ਪੰਜਾਬ ਵਿੱਚ ਦਲਿਤ ਵੋਟ ਬੈਂਕ ਨੂੰ ਸ਼ੁਰੂਆਤੀ ਰਾਜਨੀਤਕ ਰਣਨੀਤੀ ਅਪਣਾਈ। bbox=[192, 1069, 368, 1097]
article-paragraph: ਲਈ ਵਿਸ਼ੇਸ਼ ਪ੍ਰੋਗਰਾਮ ਉਲੀਕੇ ਗਏ। ਦਲਿਤ ਭਾਈਚਾਰੇ ਵਿੱਚ ਪੈਠ ਬਣਾਉਣ ਲਈ ਸੰਗਠਨ ਪੱਧਰ 'ਤੇ ਕੰਮ ਕੀਤਾ ਜਾ ਰਿਹਾ ਹੈ। 2025 ਵਿੱਚ ਕਈ ਨਵੇਂ ਆਗੂ ਸਾਹਮਣੇ ਆਏ ਹਨ। bbox=[374, 1059, 550, 1087]
feature-paragraph: ਜ਼ਿਲ੍ਹੇ ਵਿੱਚ ਸਕੂਲੀ ਬੱਚਿਆਂ ਨੂੰ ਢੋਣ ਵਾਲੇ ਵਾਹਨਾਂ ਦੀ ਹਾਲਤ ਬਹੁਤ ਹੀ ਮਾੜੀ ਹੈ। ਜ਼ਿਆਦਾਤਰ ਵਾਹਨ ਬਿਨਾਂ ਫਿਟਨੈਸ ਸਰਟੀਫਿਕੇਟ ਦੇ ਹੀ ਸੜਕਾਂ 'ਤੇ ਦੌੜ ਰਹੇ ਹਨ। bbox=[10, 890, 197, 908]
article-column bbox=[769, 88, 927, 643]
swatch-black bbox=[383, 1492, 398, 1506]
divider-pink bbox=[602, 82, 930, 84]
header-rules bbox=[0, 40, 945, 46]
article-column bbox=[602, 88, 760, 643]
feature-captions bbox=[5, 854, 588, 887]
feature-banner bbox=[5, 705, 588, 739]
article-paragraph: ਸਿੱਖ ਗੁਰੂ ਸਾਹਿਬਾਨ ਨੇ ਜਾਤਪਾਤ ਦਾ ਖੰਡਨ ਕਰਿਆ ਤਾਂ ਜਾਤਪਾਤ ਚ ਵਿਸ਼ਵਾਸ ਰੱਖਣ ਵਾਲਿਆਂ ਨੂੰ ਇਸ ਕਰਨਾ ਚੁੱਭਿਆ ਉਹ ਉਸੇ ਸਮੇਂ ਤੋਂ ਤੁਰਲੇ ਮੱਢੋ ਦੇ ਰਹੇ ਹਨ ਇਸ ਦੇ ਵਿਰੋਧੀ ਚ। ਗੁਰੂ ਸਾਹਿਬਾਨ ਨੇ ਕਿਹਾ " ਅਵਿਲ ਅਲਹੁ ਨੂਰ ਉਪਾਇਆ ਕੁਦਰਤਿ ਕੇ ਸਭ ਬੰਦੇ, ਏਕ ਨੂਰ ਤੇ ਸਭ ਜਗ ਉਪਜਿਆ ਕਉਨ ਭਲੇ ਕੋ ਮੰਦੇ।" bbox=[602, 88, 760, 137]
feature-column bbox=[10, 889, 196, 962]
bullet-icon: ➤ bbox=[15, 710, 23, 719]
divider bbox=[10, 91, 583, 92]
